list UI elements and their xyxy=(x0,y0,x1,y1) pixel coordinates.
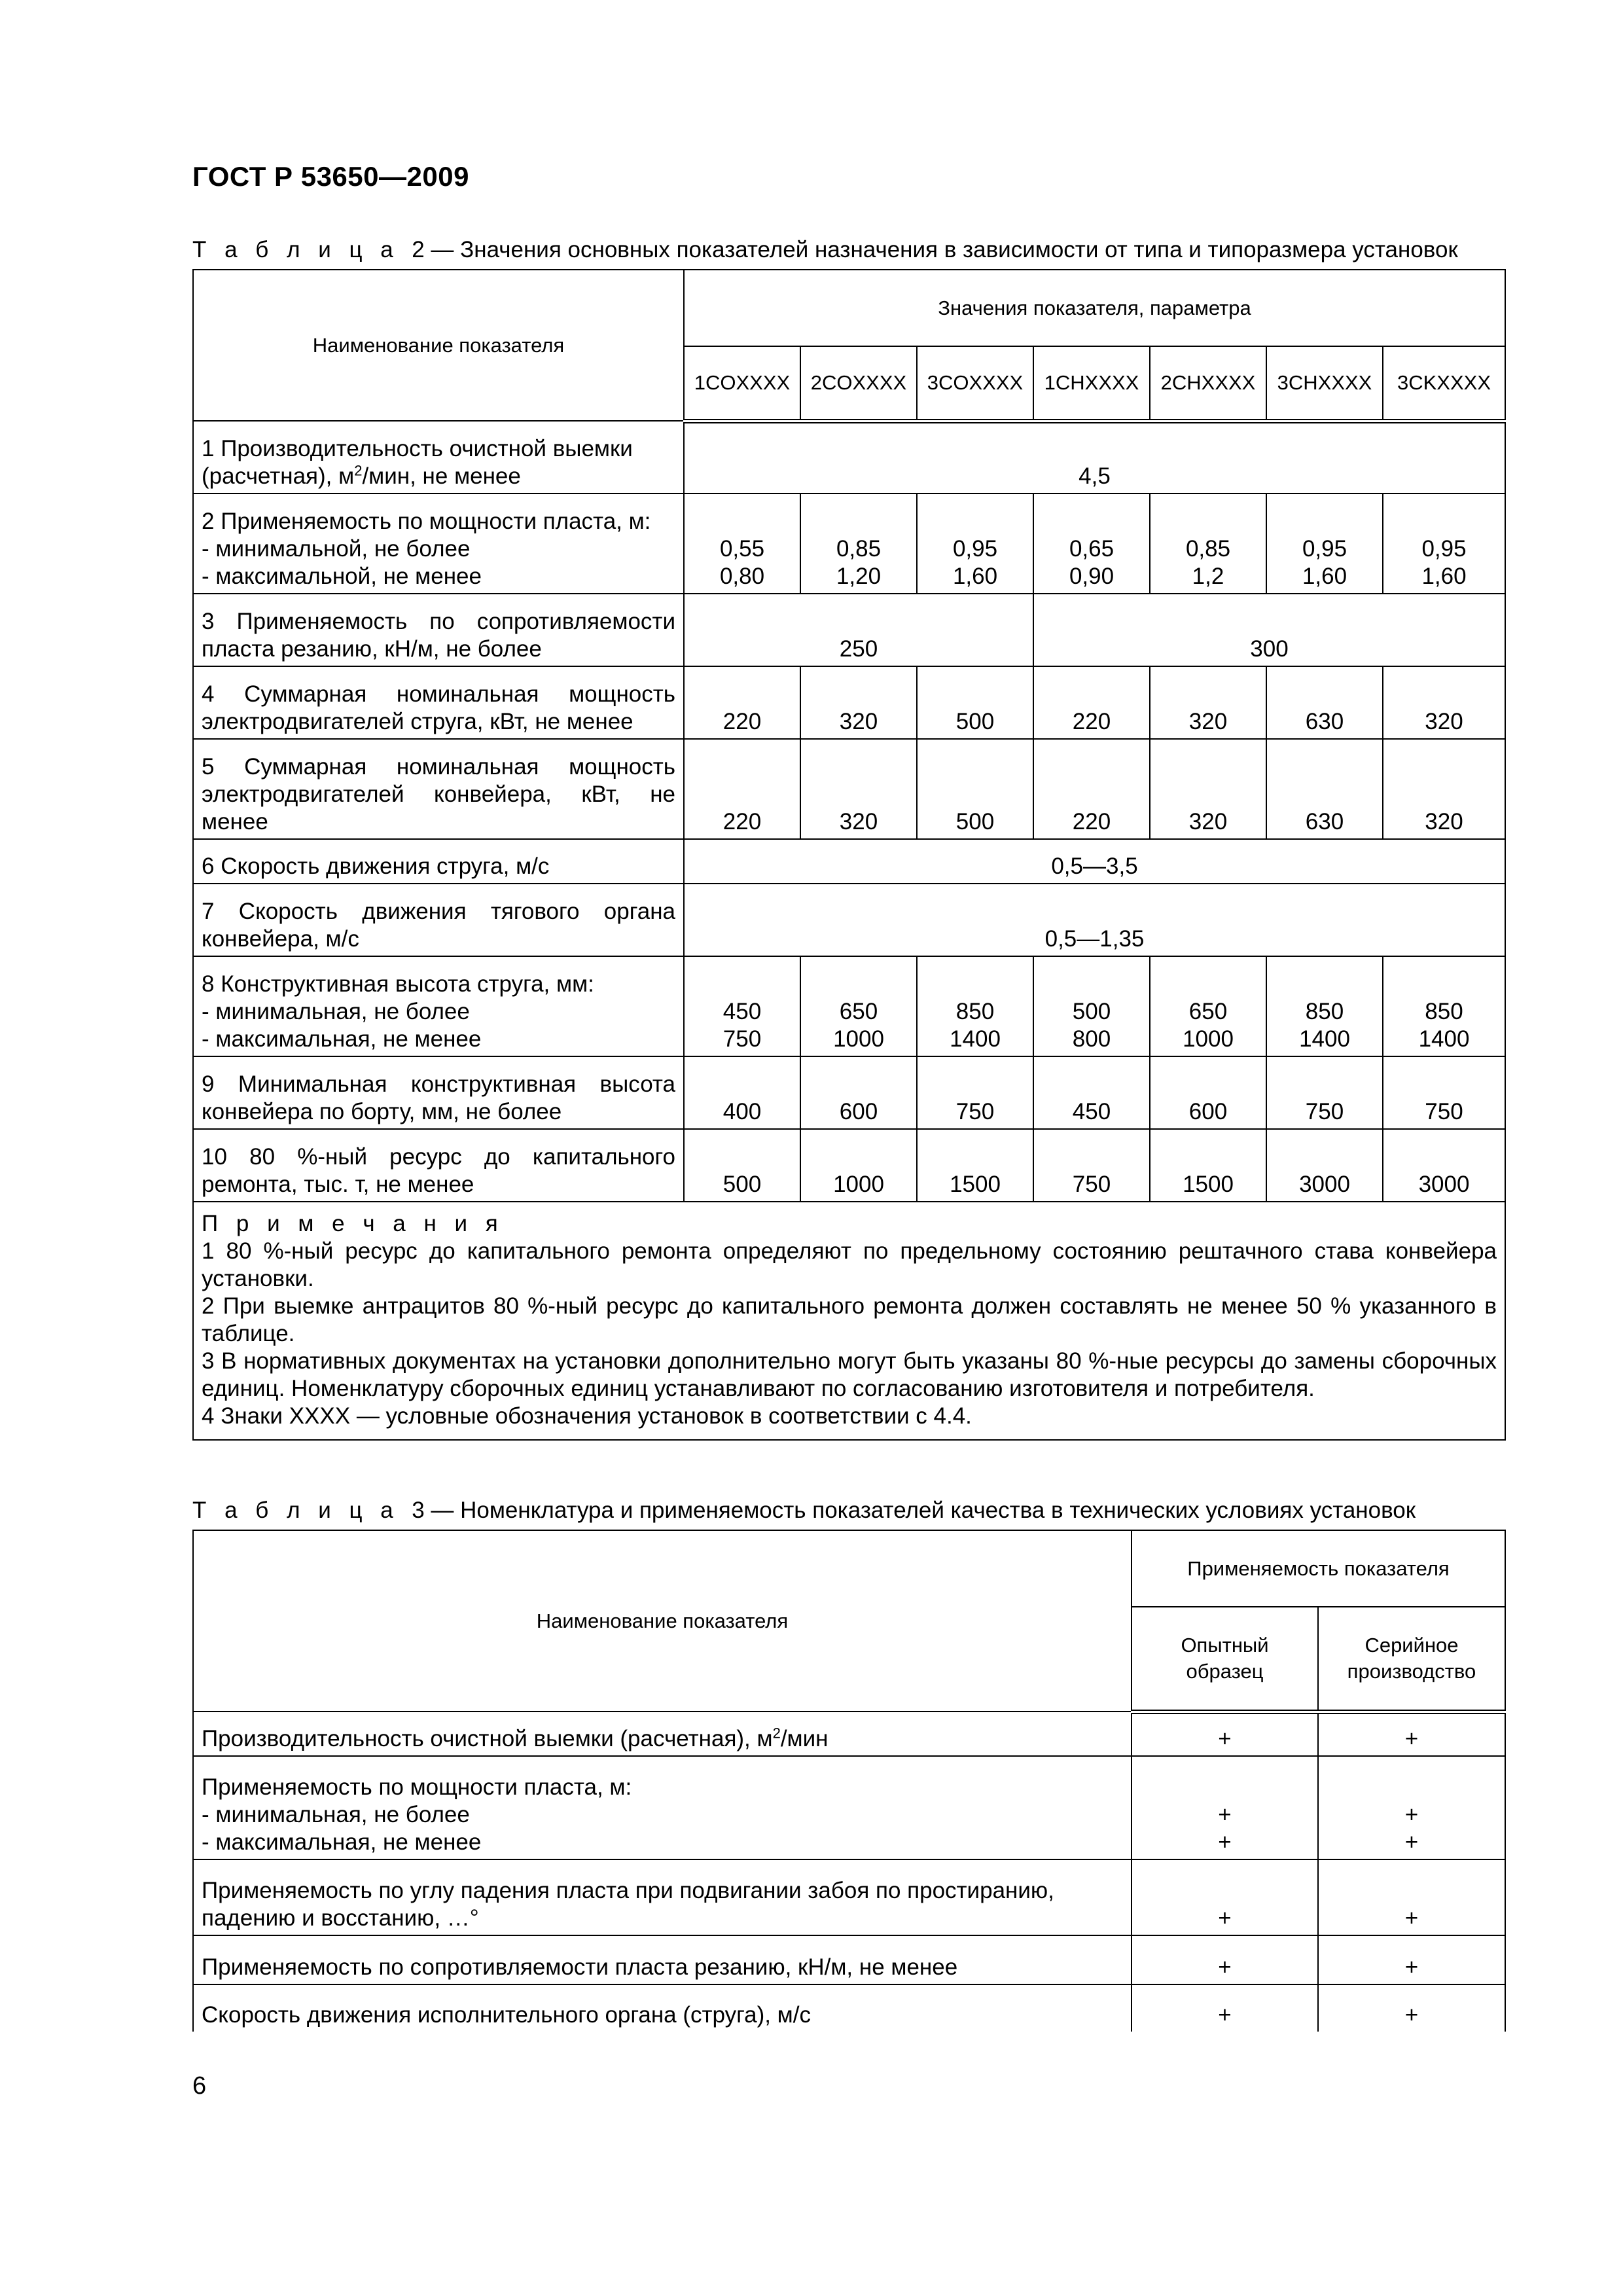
row-value: 220 xyxy=(1033,739,1150,839)
row-value: 1500 xyxy=(1150,1129,1266,1202)
note-item: 3 В нормативных документах на установки дополнительно могут быть указаны 80 %-ные ресурсы до замены сборочных единиц. Номенклатуру сборочных единиц устанавливают по согласованию изготовителя и потребителя. xyxy=(202,1348,1497,1401)
row-value: 320 xyxy=(800,666,917,739)
page-number: 6 xyxy=(192,2072,207,2100)
type-header: 1COXXXX xyxy=(684,346,800,421)
row-value: 0,5—1,35 xyxy=(684,884,1505,956)
row-value: 3000 xyxy=(1266,1129,1383,1202)
row-value: 750 xyxy=(1033,1129,1150,1202)
row-name: 6 Скорость движения струга, м/с xyxy=(193,839,684,884)
row-value: 450 750 xyxy=(684,956,800,1056)
table-row xyxy=(193,884,1505,956)
row-value: 500 xyxy=(684,1129,800,1202)
table3-caption-text: 3 — Номенклатура и применяемость показателей качества в технических условиях установок xyxy=(412,1498,1416,1523)
pilot-mark: + + xyxy=(1132,1756,1318,1859)
table-row xyxy=(193,1756,1505,1859)
notes-row xyxy=(193,1202,1505,1440)
row-value: 850 1400 xyxy=(1266,956,1383,1056)
table-row xyxy=(193,1935,1505,1984)
row-value: 220 xyxy=(684,666,800,739)
row-value: 320 xyxy=(1383,666,1505,739)
row-value: 630 xyxy=(1266,739,1383,839)
row-value: 0,95 1,60 xyxy=(917,493,1033,594)
row-value: 650 1000 xyxy=(800,956,917,1056)
table-row xyxy=(193,956,1505,1056)
pilot-mark: + xyxy=(1132,1935,1318,1984)
note-item: 1 80 %-ный ресурс до капитального ремонта определяют по предельному состоянию рештачного става конвейера установки. xyxy=(202,1238,1497,1291)
serial-mark: + xyxy=(1318,1712,1505,1756)
serial-mark: + xyxy=(1318,1984,1505,2032)
row-name: 7 Скорость движения тягового органа конвейера, м/с xyxy=(193,884,684,956)
table2-caption-text: 2 — Значения основных показателей назначения в зависимости от типа и типоразмера установок xyxy=(412,237,1458,262)
pilot-mark: + xyxy=(1132,1712,1318,1756)
row-value: 0,85 1,2 xyxy=(1150,493,1266,594)
row-value: 600 xyxy=(1150,1056,1266,1129)
table3-caption-label: Т а б л и ц а xyxy=(192,1498,399,1523)
row-value: 450 xyxy=(1033,1056,1150,1129)
row-name: Применяемость по углу падения пласта при подвигании забоя по простиранию, падению и восстанию, …° xyxy=(193,1859,1132,1935)
row-value: 750 xyxy=(1383,1056,1505,1129)
row-value: 220 xyxy=(1033,666,1150,739)
row-value: 300 xyxy=(1033,594,1505,666)
row-value: 500 xyxy=(917,666,1033,739)
row-value: 320 xyxy=(800,739,917,839)
table-row xyxy=(193,1056,1505,1129)
row-value: 650 1000 xyxy=(1150,956,1266,1056)
table3-caption xyxy=(192,1498,1416,1524)
pilot-mark: + xyxy=(1132,1984,1318,2032)
row-value: 0,95 1,60 xyxy=(1266,493,1383,594)
table-row xyxy=(193,421,1505,493)
table3-name-header: Наименование показателя xyxy=(193,1530,1132,1712)
row-value: 320 xyxy=(1383,739,1505,839)
serial-production-header: Серийное производство xyxy=(1318,1607,1505,1712)
row-value: 250 xyxy=(684,594,1033,666)
serial-mark: + + xyxy=(1318,1756,1505,1859)
notes-title: П р и м е ч а н и я xyxy=(202,1211,504,1236)
document-header: ГОСТ Р 53650—2009 xyxy=(192,161,469,192)
table-row xyxy=(193,1712,1505,1756)
row-name: 3 Применяемость по сопротивляемости пласта резанию, кН/м, не более xyxy=(193,594,684,666)
table2-caption xyxy=(192,237,1458,263)
row-name: 2 Применяемость по мощности пласта, м: - минимальной, не более - максимальной, не менее xyxy=(193,493,684,594)
row-value: 4,5 xyxy=(684,421,1505,493)
row-value: 0,55 0,80 xyxy=(684,493,800,594)
table2-notes xyxy=(193,1202,1505,1440)
pilot-sample-header: Опытный образец xyxy=(1132,1607,1318,1712)
row-name: 10 80 %-ный ресурс до капитального ремонта, тыс. т, не менее xyxy=(193,1129,684,1202)
row-value: 0,95 1,60 xyxy=(1383,493,1505,594)
row-value: 750 xyxy=(1266,1056,1383,1129)
table-2 xyxy=(192,269,1506,1441)
serial-mark: + xyxy=(1318,1859,1505,1935)
row-value: 320 xyxy=(1150,739,1266,839)
pilot-mark: + xyxy=(1132,1859,1318,1935)
table2-name-header: Наименование показателя xyxy=(193,270,684,421)
table-row xyxy=(193,1984,1505,2032)
row-name: 9 Минимальная конструктивная высота конвейера по борту, мм, не более xyxy=(193,1056,684,1129)
row-name: Применяемость по сопротивляемости пласта резанию, кН/м, не менее xyxy=(193,1935,1132,1984)
row-value: 220 xyxy=(684,739,800,839)
table2-caption-label: Т а б л и ц а xyxy=(192,237,399,262)
row-value: 1000 xyxy=(800,1129,917,1202)
table-row xyxy=(193,1129,1505,1202)
row-value: 320 xyxy=(1150,666,1266,739)
row-value: 0,65 0,90 xyxy=(1033,493,1150,594)
serial-mark: + xyxy=(1318,1935,1505,1984)
note-item: 4 Знаки ХХХХ — условные обозначения установок в соответствии с 4.4. xyxy=(202,1403,972,1429)
row-name: Производительность очистной выемки (расчетная), $м^2$/мин xyxy=(193,1712,1132,1756)
table-row xyxy=(193,594,1505,666)
row-name: 4 Суммарная номинальная мощность электродвигателей струга, кВт, не менее xyxy=(193,666,684,739)
row-value: 750 xyxy=(917,1056,1033,1129)
row-name: Скорость движения исполнительного органа (струга), м/с xyxy=(193,1984,1132,2032)
row-name: 1 Производительность очистной выемки (расчетная), $м^2$/мин, не менее xyxy=(193,421,684,493)
table-row xyxy=(193,839,1505,884)
table-row xyxy=(193,493,1505,594)
row-name: 8 Конструктивная высота струга, мм: - минимальная, не более - максимальная, не менее xyxy=(193,956,684,1056)
table-row xyxy=(193,666,1505,739)
row-value: 1500 xyxy=(917,1129,1033,1202)
type-header: 3COXXXX xyxy=(917,346,1033,421)
row-value: 850 1400 xyxy=(1383,956,1505,1056)
row-name: Применяемость по мощности пласта, м: - минимальная, не более - максимальная, не менее xyxy=(193,1756,1132,1859)
row-value: 500 800 xyxy=(1033,956,1150,1056)
row-value: 0,85 1,20 xyxy=(800,493,917,594)
type-header: 2COXXXX xyxy=(800,346,917,421)
row-name: 5 Суммарная номинальная мощность электродвигателей конвейера, кВт, не менее xyxy=(193,739,684,839)
table-row xyxy=(193,1859,1505,1935)
row-value: 630 xyxy=(1266,666,1383,739)
row-value: 400 xyxy=(684,1056,800,1129)
table-row xyxy=(193,739,1505,839)
row-value: 850 1400 xyxy=(917,956,1033,1056)
type-header: 3CHXXXX xyxy=(1266,346,1383,421)
type-header: 2CHXXXX xyxy=(1150,346,1266,421)
row-value: 600 xyxy=(800,1056,917,1129)
type-header: 3CKXXXX xyxy=(1383,346,1505,421)
type-header: 1CHXXXX xyxy=(1033,346,1150,421)
note-item: 2 При выемке антрацитов 80 %-ный ресурс до капитального ремонта должен составлять не менее 50 % указанного в таблице. xyxy=(202,1293,1497,1346)
table2-values-header: Значения показателя, параметра xyxy=(684,270,1505,346)
row-value: 0,5—3,5 xyxy=(684,839,1505,884)
table-3 xyxy=(192,1530,1506,2032)
table3-applicability-header: Применяемость показателя xyxy=(1132,1530,1505,1607)
row-value: 3000 xyxy=(1383,1129,1505,1202)
row-value: 500 xyxy=(917,739,1033,839)
